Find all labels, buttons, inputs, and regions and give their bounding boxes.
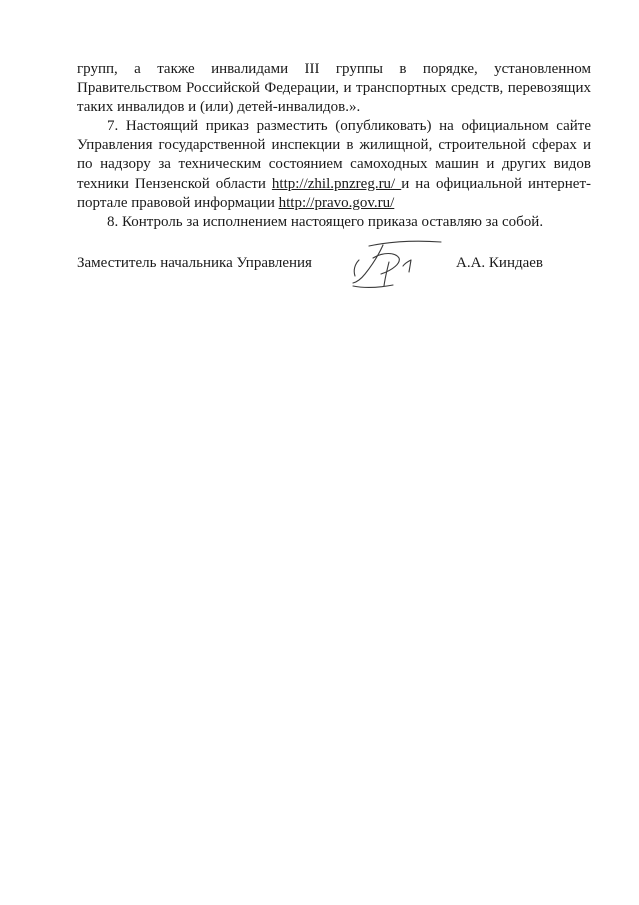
zhil-site-link[interactable]: http://zhil.pnzreg.ru/: [271, 175, 402, 192]
pravo-portal-link[interactable]: http://pravo.gov.ru/: [278, 194, 395, 211]
signature-block: [77, 250, 591, 310]
signer-name: А.А. Киндаев: [456, 255, 544, 271]
paragraph-item-8: [77, 213, 591, 232]
signer-position: Заместитель начальника Управления: [77, 255, 312, 271]
paragraph-item-7: [77, 117, 591, 212]
paragraph-item-7-middle: и на официальной интернет-портале правовой информации: [77, 175, 591, 211]
paragraph-continuation: [77, 60, 591, 117]
paragraph-continuation-text: групп, а также инвалидами III группы в порядке, установленном Правительством Российской Федерации, и транспортных средств, перевозящих таких инвалидов и (или) детей-инвалидов.».: [77, 61, 591, 116]
document-body: [77, 60, 591, 232]
paragraph-item-8-text: 8. Контроль за исполнением настоящего приказа оставляю за собой.: [107, 213, 544, 230]
paragraph-item-7-text: 7. Настоящий приказ разместить (опубликовать) на официальном сайте Управления государственной инспекции в жилищной, строительной сферах и по надзору за техническим состоянием самоходных машин и других видов техники Пензенской области: [77, 118, 591, 192]
handwritten-signature: [343, 236, 453, 296]
